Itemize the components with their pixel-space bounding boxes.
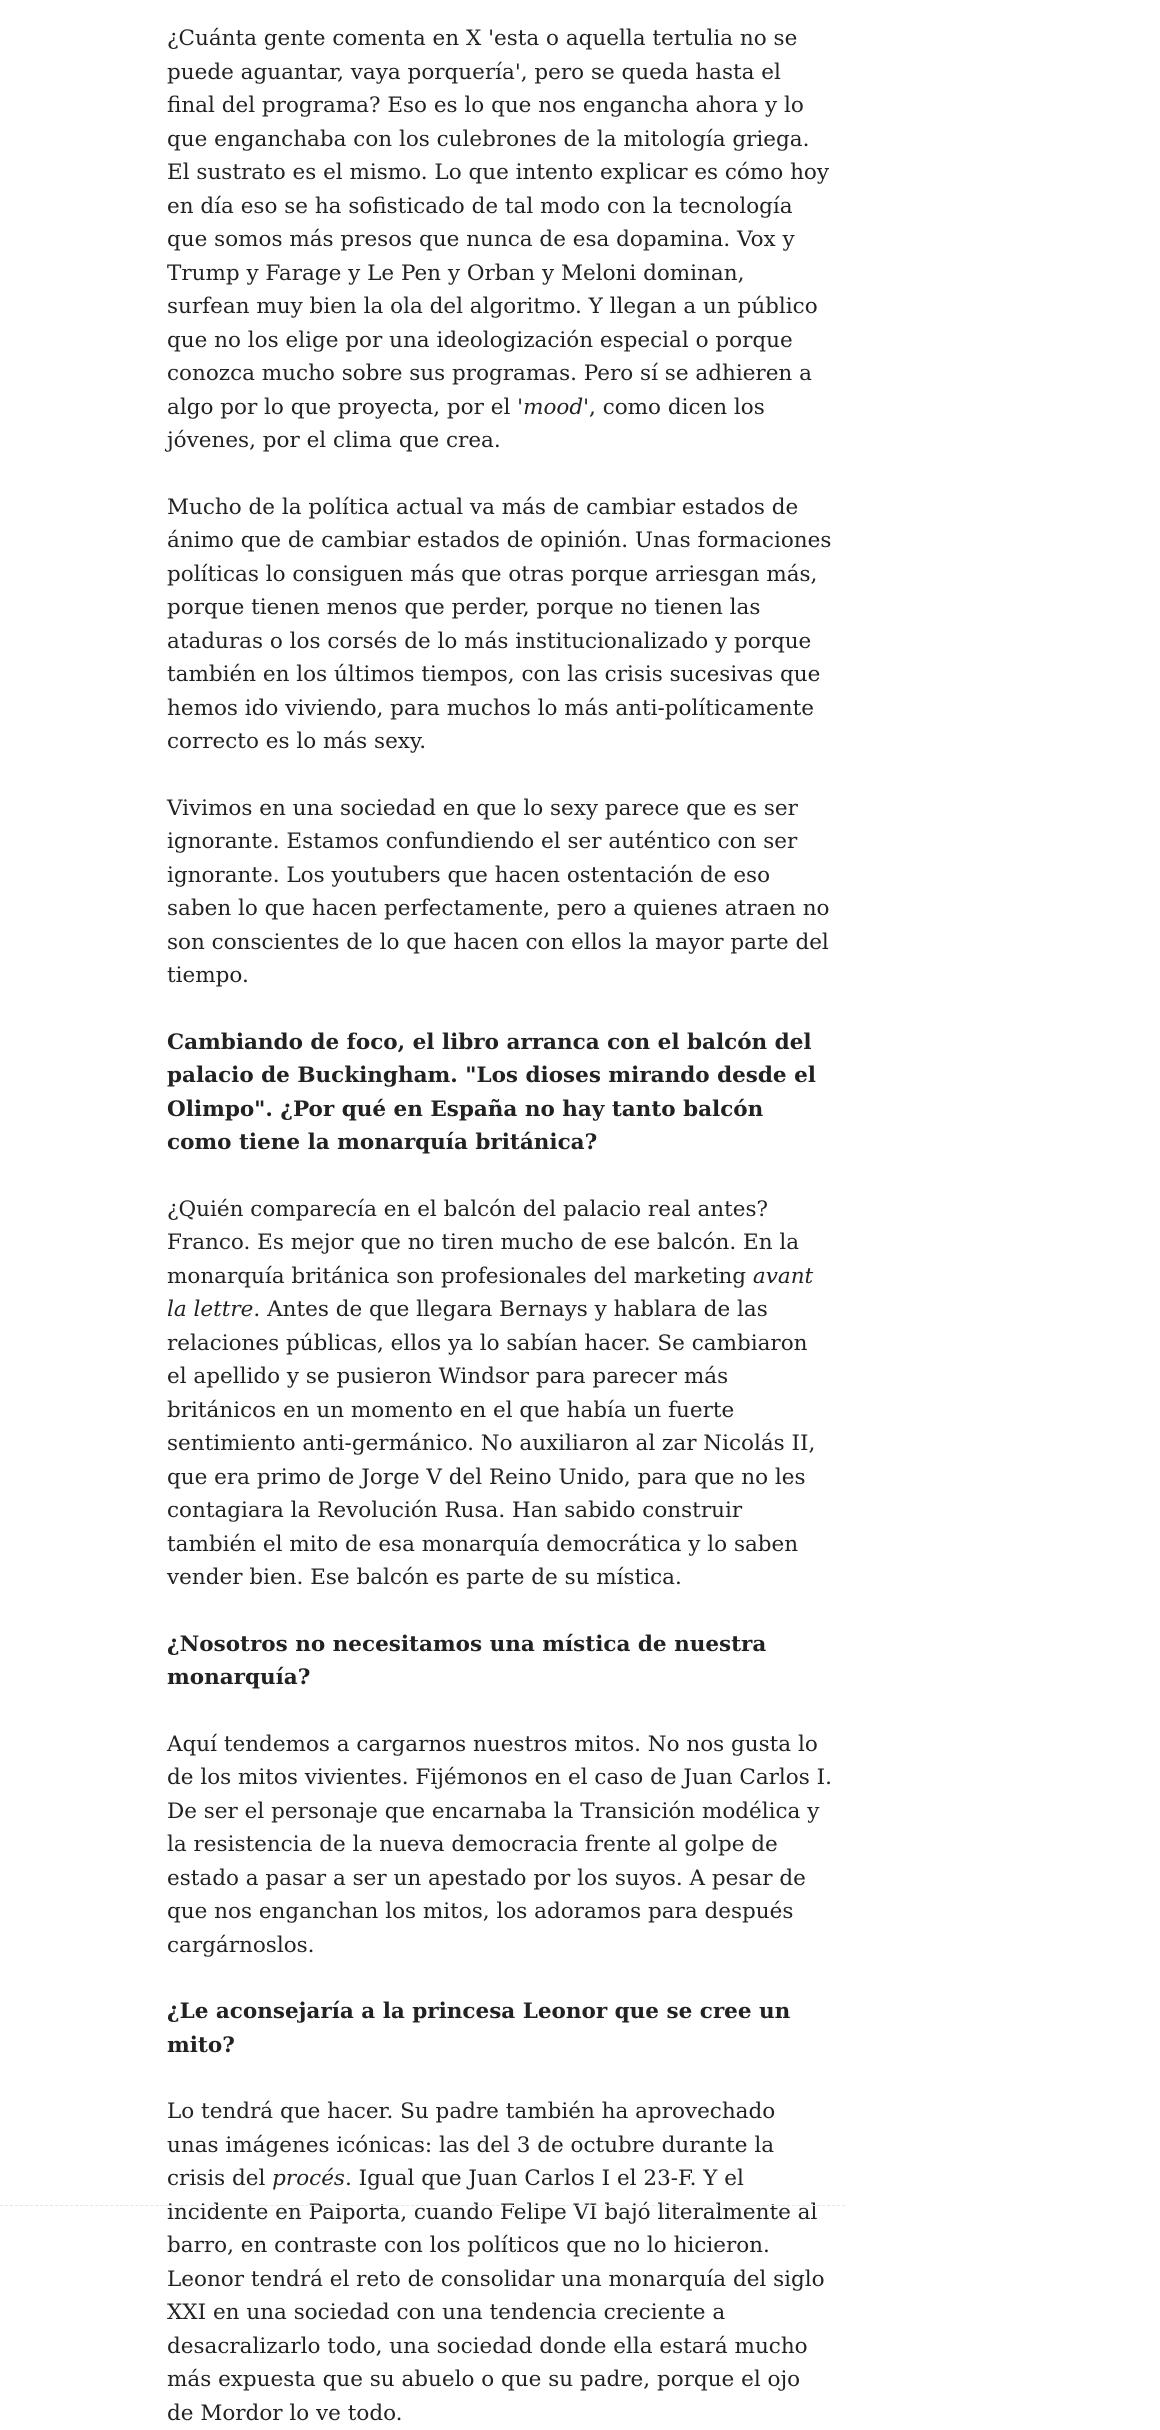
answer-paragraph-4-italic: avant la lettre	[167, 1263, 814, 1322]
answer-paragraph-4-text-b: . Antes de que llegara Bernays y hablara de las relaciones públicas, ellos ya lo sabían hacer. Se cambiaron el apellido y se pusieron Windsor para parecer más británicos en un momento en el que había un fuerte sentimiento anti-germánico. No auxiliaron al zar Nicolás II, que era primo de Jorge V del Reino Unido, para que no les contagiara la Revolución Rusa. Han sabido construir también el mito de esa monarquía democrática y lo saben vender bien. Ese balcón es parte de su mística.	[167, 1297, 816, 1590]
interview-question-2: ¿Nosotros no necesitamos una mística de nuestra monarquía?	[167, 1631, 767, 1690]
interview-question-1: Cambiando de foco, el libro arranca con el balcón del palacio de Buckingham. "Los dioses mirando desde el Olimpo". ¿Por qué en España no hay tanto balcón como tiene la monarquía británica?	[167, 1029, 816, 1155]
answer-paragraph-5: Aquí tendemos a cargarnos nuestros mitos. No nos gusta lo de los mitos vivientes. Fijémonos en el caso de Juan Carlos I. De ser el personaje que encarnaba la Transición modélica y la resistencia de la nueva democracia frente al golpe de estado a pasar a ser un apestado por los suyos. A pesar de que nos enganchan los mitos, los adoramos para después cargárnoslos.	[167, 1731, 832, 1958]
answer-paragraph-6-italic: procés	[272, 2166, 345, 2191]
answer-paragraph-4-text-a: ¿Quién comparecía en el balcón del palacio real antes? Franco. Es mejor que no tiren mucho de ese balcón. En la monarquía británica son profesionales del marketing	[167, 1196, 800, 1289]
answer-paragraph-4	[167, 1193, 832, 1595]
answer-paragraph-1-italic: mood	[523, 394, 584, 420]
answer-paragraph-2: Mucho de la política actual va más de cambiar estados de ánimo que de cambiar estados de opinión. Unas formaciones políticas lo consiguen más que otras porque arriesgan más, porque tienen menos que perder, porque no tienen las ataduras o los corsés de lo más institucionalizado y porque también en los últimos tiempos, con las crisis sucesivas que hemos ido viviendo, para muchos lo más anti-políticamente correcto es lo más sexy.	[167, 494, 832, 754]
section-divider	[0, 2205, 845, 2206]
answer-paragraph-1-text-b: ', como dicen los jóvenes, por el clima que crea.	[167, 394, 765, 453]
answer-paragraph-1-text-a: ¿Cuánta gente comenta en X 'esta o aquella tertulia no se puede aguantar, vaya porquería', pero se queda hasta el final del programa? Eso es lo que nos engancha ahora y lo que enganchaba con los culebrones de la mitología griega. El sustrato es el mismo. Lo que intento explicar es cómo hoy en día eso se ha sofisticado de tal modo con la tecnología que somos más presos que nunca de esa dopamina. Vox y Trump y Farage y Le Pen y Orban y Meloni dominan, surfean muy bien la ola del algoritmo. Y llegan a un público que no los elige por una ideologización especial o porque conozca mucho sobre sus programas. Pero sí se adhieren a algo por lo que proyecta, por el '	[167, 26, 830, 420]
article-body	[167, 22, 832, 2430]
interview-question-3: ¿Le aconsejaría a la princesa Leonor que se cree un mito?	[167, 1999, 791, 2058]
answer-paragraph-6	[167, 2095, 832, 2430]
answer-paragraph-1	[167, 22, 832, 458]
answer-paragraph-3: Vivimos en una sociedad en que lo sexy parece que es ser ignorante. Estamos confundiendo el ser auténtico con ser ignorante. Los youtubers que hacen ostentación de eso saben lo que hacen perfectamente, pero a quienes atraen no son conscientes de lo que hacen con ellos la mayor parte del tiempo.	[167, 795, 830, 988]
answer-paragraph-6-text-b: . Igual que Juan Carlos I el 23-F. Y el incidente en Paiporta, cuando Felipe VI bajó literalmente al barro, en contraste con los políticos que no lo hicieron. Leonor tendrá el reto de consolidar una monarquía del siglo XXI en una sociedad con una tendencia creciente a desacralizarlo todo, una sociedad donde ella estará mucho más expuesta que su abuelo o que su padre, porque el ojo de Mordor lo ve todo.	[167, 2166, 825, 2426]
answer-paragraph-6-text-a: Lo tendrá que hacer. Su padre también ha aprovechado unas imágenes icónicas: las del 3 de octubre durante la crisis del	[167, 2099, 776, 2191]
